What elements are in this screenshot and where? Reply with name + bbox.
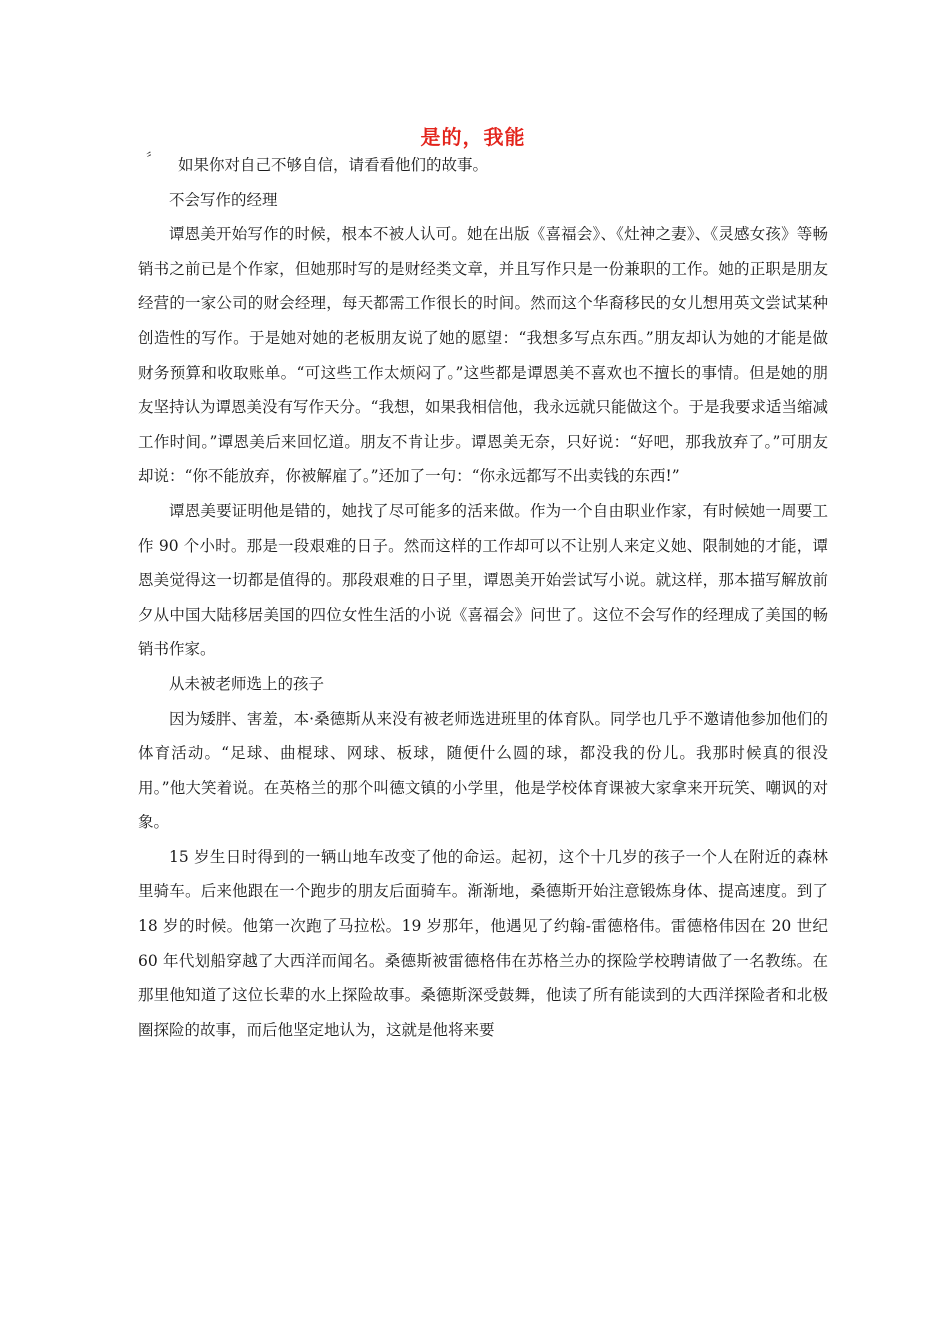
paragraph: 谭恩美要证明他是错的，她找了尽可能多的活来做。作为一个自由职业作家，有时候她一周要工作 90 个小时。那是一段艰难的日子。然而这样的工作却可以不让别人来定义她、限制她的才能，谭恩美觉得这一切都是值得的。那段艰难的日子里，谭恩美开始尝试写小说。就这样，那本描写解放前夕从中国大陆移居美国的四位女性生活的小说《喜福会》问世了。这位不会写作的经理成了美国的畅销书作家。 xyxy=(138,501,828,659)
quote-mark: 〞 xyxy=(146,152,160,168)
document-title: 是的，我能 xyxy=(420,125,526,149)
paragraph: 谭恩美开始写作的时候，根本不被人认可。她在出版《喜福会》、《灶神之妻》、《灵感女孩》等畅销书之前已是个作家，但她那时写的是财经类文章，并且写作只是一份兼职的工作。她的正职是朋友经营的一家公司的财会经理，每天都需工作很长的时间。然而这个华裔移民的女儿想用英文尝试某种创造性的写作。于是她对她的老板朋友说了她的愿望：“我想多写点东西。”朋友却认为她的才能是做财务预算和收取账单。“可这些工作太烦闷了。”这些都是谭恩美不喜欢也不擅长的事情。但是她的朋友坚持认为谭恩美没有写作天分。“我想，如果我相信他，我永远就只能做这个。于是我要求适当缩减工作时间。”谭恩美后来回忆道。朋友不肯让步。谭恩美无奈，只好说：“好吧，那我放弃了。”可朋友却说：“你不能放弃，你被解雇了。”还加了一句：“你永远都写不出卖钱的东西!” xyxy=(138,225,828,486)
section-heading-child: 从未被老师选上的孩子 xyxy=(169,674,325,693)
section-heading-manager: 不会写作的经理 xyxy=(169,190,278,209)
paragraph: 15 岁生日时得到的一辆山地车改变了他的命运。起初，这个十几岁的孩子一个人在附近的森林里骑车。后来他跟在一个跑步的朋友后面骑车。渐渐地，桑德斯开始注意锻炼身体、提高速度。到了 18 岁的时候。他第一次跑了马拉松。19 岁那年，他遇见了约翰-雷德格伟。雷德格伟因在 20 世纪 60 年代划船穿越了大西洋而闻名。桑德斯被雷德格伟在苏格兰办的探险学校聘请做了一名教练。在那里他知道了这位长辈的水上探险故事。桑德斯深受鼓舞，他读了所有能读到的大西洋探险者和北极圈探险的故事，而后他坚定地认为，这就是他将来要 xyxy=(138,847,828,1039)
paragraph: 因为矮胖、害羞，本·桑德斯从来没有被老师选进班里的体育队。同学也几乎不邀请他参加他们的体育活动。“足球、曲棍球、网球、板球，随便什么圆的球，都没我的份儿。我那时候真的很没用。”他大笑着说。在英格兰的那个叫德文镇的小学里，他是学校体育课被大家拿来开玩笑、嘲讽的对象。 xyxy=(138,709,828,832)
document-body xyxy=(138,148,828,1047)
intro-paragraph: 如果你对自己不够自信，请看看他们的故事。 xyxy=(178,156,489,174)
